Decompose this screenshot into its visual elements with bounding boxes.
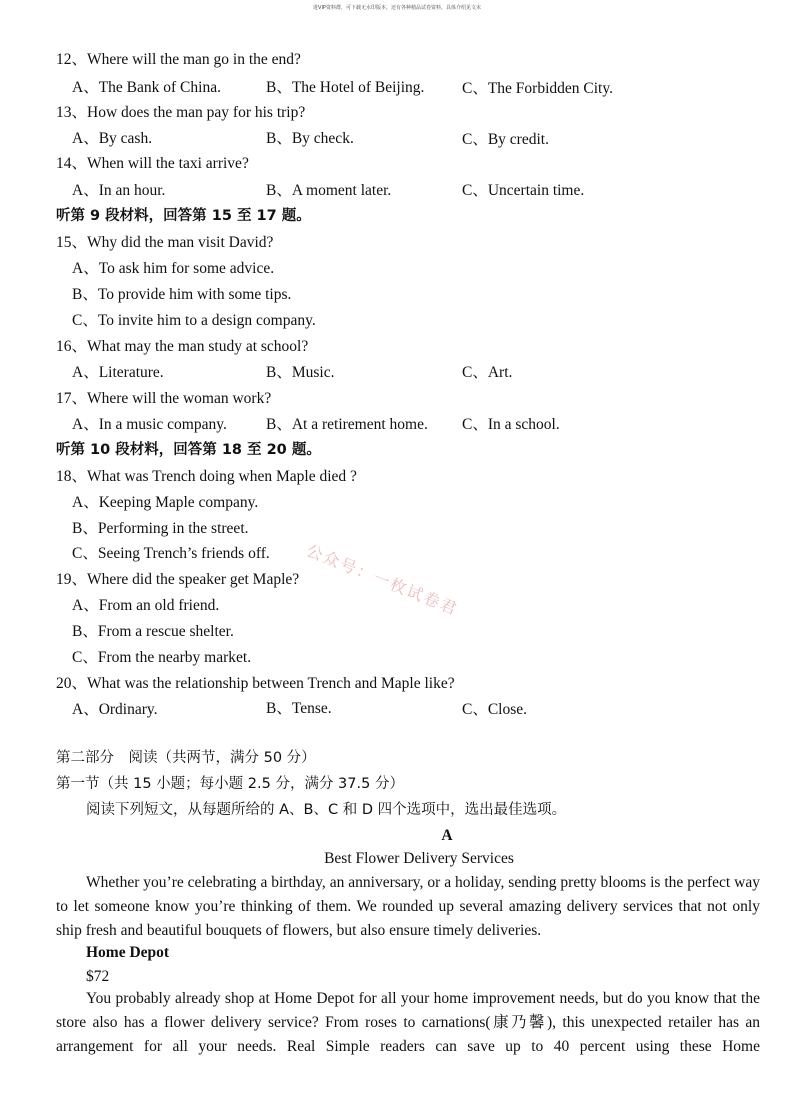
- question-13-option-c: C、By credit.: [462, 131, 549, 148]
- question-17-option-b: B、At a retirement home.: [266, 416, 428, 433]
- passage-paragraph-2: [56, 987, 760, 1059]
- passage-title: Best Flower Delivery Services: [324, 850, 514, 867]
- question-15-option-a: A、To ask him for some advice.: [72, 260, 275, 277]
- passage-subheading: Home Depot: [86, 944, 170, 961]
- question-14-option-a: A、In an hour.: [72, 182, 166, 199]
- question-14-option-b: B、A moment later.: [266, 182, 392, 199]
- question-12-stem: 12、Where will the man go in the end?: [56, 51, 301, 68]
- question-20-stem: 20、What was the relationship between Trench and Maple like?: [56, 675, 455, 692]
- question-17-stem: 17、Where will the woman work?: [56, 390, 272, 407]
- question-18-option-c: C、Seeing Trench’s friends off.: [72, 545, 270, 562]
- question-18-option-b: B、Performing in the street.: [72, 520, 249, 537]
- section-9-heading: 听第 9 段材料，回答第 15 至 17 题。: [56, 208, 311, 224]
- question-15-stem: 15、Why did the man visit David?: [56, 234, 274, 251]
- question-16-option-b: B、Music.: [266, 364, 335, 381]
- question-17-option-c: C、In a school.: [462, 416, 560, 433]
- question-12-option-a: A、The Bank of China.: [72, 79, 221, 96]
- question-20-option-a: A、Ordinary.: [72, 701, 158, 718]
- part-2-section-1-heading: 第一节（共 15 小题；每小题 2.5 分，满分 37.5 分）: [56, 776, 404, 792]
- question-16-option-c: C、Art.: [462, 364, 513, 381]
- question-16-stem: 16、What may the man study at school?: [56, 338, 309, 355]
- question-14-stem: 14、When will the taxi arrive?: [56, 155, 249, 172]
- header-note: 进VIP资料群，可下载无水印版本，还有各种精品试卷资料，具体介绍见文末: [313, 5, 481, 11]
- question-14-option-c: C、Uncertain time.: [462, 182, 585, 199]
- watermark: 公众号：一枚试卷君: [303, 540, 462, 620]
- question-16-option-a: A、Literature.: [72, 364, 164, 381]
- question-19-stem: 19、Where did the speaker get Maple?: [56, 571, 300, 588]
- question-12-option-c: C、The Forbidden City.: [462, 80, 613, 97]
- question-19-option-b: B、From a rescue shelter.: [72, 623, 234, 640]
- question-13-option-b: B、By check.: [266, 130, 354, 147]
- question-12-option-b: B、The Hotel of Beijing.: [266, 79, 425, 96]
- question-19-option-c: C、From the nearby market.: [72, 649, 252, 666]
- question-19-option-a: A、From an old friend.: [72, 597, 220, 614]
- question-15-option-c: C、To invite him to a design company.: [72, 312, 316, 329]
- question-20-option-c: C、Close.: [462, 701, 528, 718]
- passage-price: $72: [86, 968, 110, 985]
- passage-letter: A: [441, 827, 453, 844]
- question-18-option-a: A、Keeping Maple company.: [72, 494, 259, 511]
- passage-paragraph-1-text: Whether you’re celebrating a birthday, an anniversary, or a holiday, sending pretty blooms is the perfect way to let someone know you’re thinking of them. We rounded up several amazing delivery services that not only ship fresh and beautiful bouquets of flowers, but also ensure timely deliveries.: [56, 874, 760, 939]
- question-18-stem: 18、What was Trench doing when Maple died ?: [56, 468, 357, 485]
- section-10-heading: 听第 10 段材料，回答第 18 至 20 题。: [56, 442, 321, 458]
- passage-paragraph-2-text: You probably already shop at Home Depot for all your home improvement needs, but do you know that the store also has a flower delivery service? From roses to carnations(康乃馨), this unexpected retailer has an arrangement for all your needs. Real Simple readers can save up to 40 percent using these Home: [56, 990, 760, 1055]
- question-13-stem: 13、How does the man pay for his trip?: [56, 104, 306, 121]
- question-17-option-a: A、In a music company.: [72, 416, 227, 433]
- part-2-heading: 第二部分 阅读（共两节，满分 50 分）: [56, 750, 316, 766]
- question-15-option-b: B、To provide him with some tips.: [72, 286, 292, 303]
- question-20-option-b: B、Tense.: [266, 700, 332, 717]
- reading-instruction: 阅读下列短文，从每题所给的 A、B、C 和 D 四个选项中，选出最佳选项。: [86, 802, 567, 818]
- passage-paragraph-1: [56, 871, 760, 943]
- question-13-option-a: A、By cash.: [72, 130, 153, 147]
